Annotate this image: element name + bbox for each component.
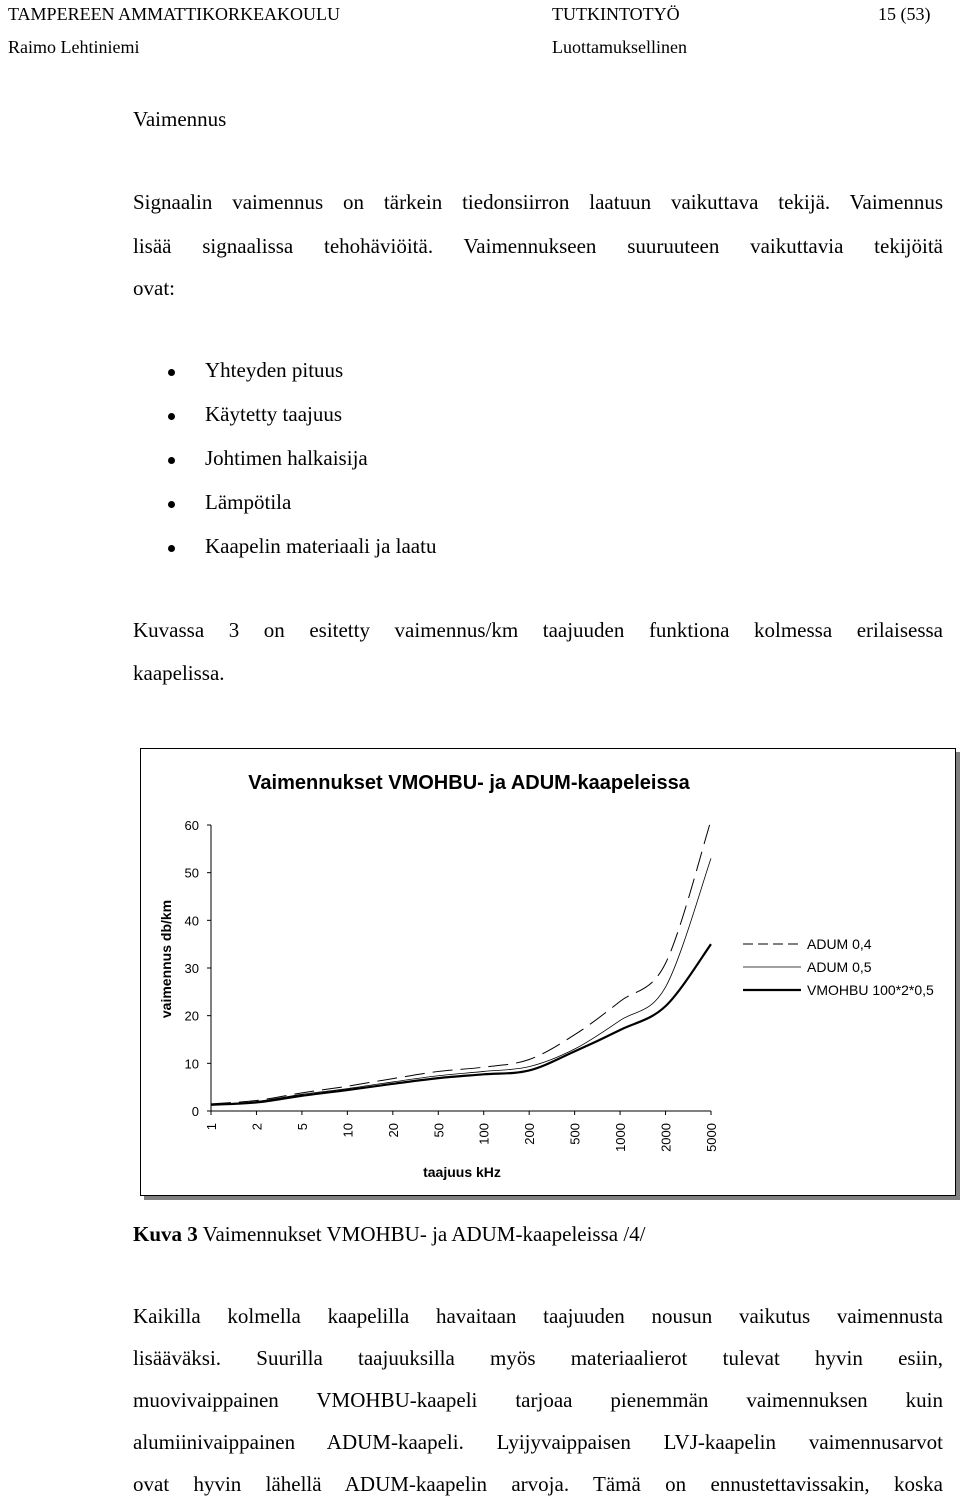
series-line-2	[211, 944, 711, 1105]
bullet-dot-icon	[168, 545, 175, 552]
x-tick-label: 500	[567, 1123, 583, 1145]
y-tick-label: 20	[184, 1008, 199, 1024]
chart-title: Vaimennukset VMOHBU- ja ADUM-kaapeleissa	[248, 772, 690, 794]
legend-label: ADUM 0,5	[807, 959, 872, 975]
bullet-item: Kaapelin materiaali ja laatu	[205, 534, 437, 558]
header-classification: Luottamuksellinen	[552, 37, 687, 57]
figure-caption-label: Kuva 3	[133, 1222, 198, 1246]
x-axis-label: taajuus kHz	[423, 1164, 501, 1180]
x-tick-label: 50	[431, 1123, 447, 1138]
y-tick-label: 40	[184, 913, 199, 929]
conclusion-line-2: lisääväksi. Suurilla taajuuksilla myös materiaalierot tulevat hyvin esiin,	[133, 1346, 943, 1370]
intro-line-3: ovat:	[133, 276, 175, 300]
figure-intro-line-1: Kuvassa 3 on esitetty vaimennus/km taajuuden funktiona kolmessa erilaisessa	[133, 618, 943, 642]
figure-intro-line-2: kaapelissa.	[133, 661, 225, 685]
x-tick-label: 200	[522, 1123, 538, 1145]
x-tick-label: 5	[294, 1123, 310, 1131]
figure-caption	[133, 1222, 646, 1247]
y-tick-label: 60	[184, 818, 199, 833]
conclusion-line-3: muovivaippainen VMOHBU-kaapeli tarjoaa pienemmän vaimennuksen kuin	[133, 1388, 943, 1412]
intro-line-1: Signaalin vaimennus on tärkein tiedonsiirron laatuun vaikuttava tekijä. Vaimennus	[133, 190, 943, 214]
header-page-number: 15 (53)	[878, 4, 931, 24]
y-tick-label: 0	[191, 1104, 199, 1119]
conclusion-line-4: alumiinivaippainen ADUM-kaapeli. Lyijyvaippaisen LVJ-kaapelin vaimennusarvot	[133, 1430, 943, 1454]
bullet-dot-icon	[168, 413, 175, 420]
bullet-dot-icon	[168, 457, 175, 464]
chart-legend	[743, 936, 934, 998]
bullet-item: Yhteyden pituus	[205, 358, 344, 382]
header-doc-type: TUTKINTOTYÖ	[552, 4, 680, 24]
section-heading: Vaimennus	[133, 107, 227, 131]
legend-label: ADUM 0,4	[807, 936, 872, 952]
bullet-item: Johtimen halkaisija	[205, 446, 368, 470]
chart-series	[211, 820, 711, 1105]
x-tick-label: 5000	[704, 1123, 719, 1152]
header-institution: TAMPEREEN AMMATTIKORKEAKOULU	[8, 4, 341, 24]
figure-caption-text: Vaimennukset VMOHBU- ja ADUM-kaapeleissa /4/	[197, 1222, 646, 1246]
bullet-dot-icon	[168, 369, 175, 376]
y-tick-label: 10	[184, 1056, 199, 1072]
conclusion-line-5: ovat hyvin lähellä ADUM-kaapelin arvoja. Tämä on ennustettavissakin, koska	[133, 1472, 943, 1496]
y-tick-label: 50	[184, 865, 199, 881]
x-tick-label: 2	[249, 1123, 265, 1131]
bullet-item: Lämpötila	[205, 490, 292, 514]
bullet-dot-icon	[168, 501, 175, 508]
attenuation-chart	[141, 749, 955, 1195]
conclusion-line-1: Kaikilla kolmella kaapelilla havaitaan taajuuden nousun vaikutus vaimennusta	[133, 1304, 943, 1328]
x-tick-label: 1	[204, 1123, 219, 1131]
y-tick-label: 30	[184, 961, 199, 976]
x-tick-label: 100	[476, 1123, 492, 1145]
series-line-1	[211, 858, 711, 1104]
chart-frame	[140, 748, 956, 1196]
x-tick-label: 20	[385, 1123, 401, 1138]
x-tick-label: 2000	[658, 1123, 674, 1152]
header-author: Raimo Lehtiniemi	[8, 37, 140, 57]
series-line-0	[211, 820, 711, 1104]
y-axis-label: vaimennus db/km	[158, 899, 174, 1019]
x-tick-label: 1000	[613, 1123, 629, 1152]
x-tick-label: 10	[340, 1123, 356, 1138]
bullet-item: Käytetty taajuus	[205, 402, 343, 426]
intro-line-2: lisää signaalissa tehohäviöitä. Vaimennukseen suuruuteen vaikuttavia tekijöitä	[133, 234, 943, 258]
legend-label: VMOHBU 100*2*0,5	[807, 982, 934, 998]
